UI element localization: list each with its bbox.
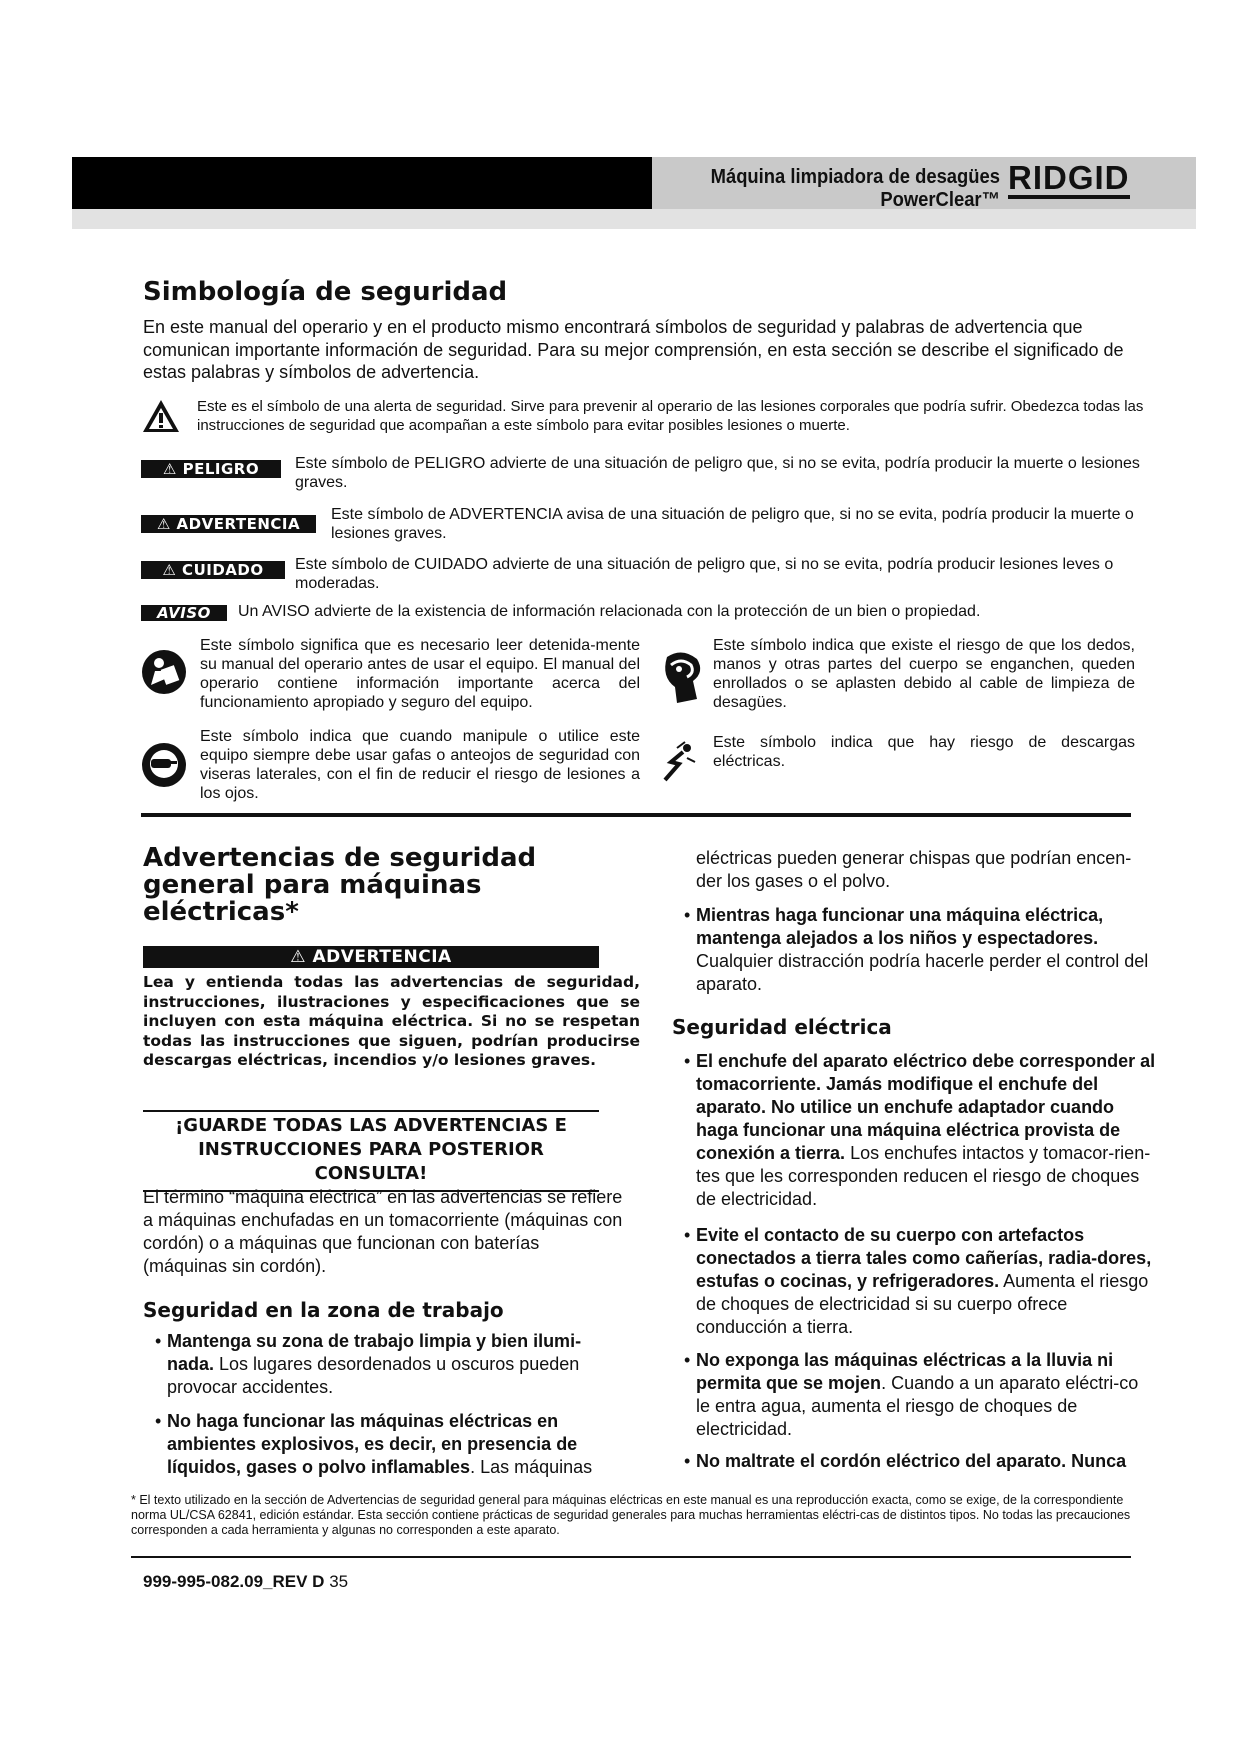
bullet-bold: El enchufe del aparato eléctrico debe corresponder al tomacorriente. Jamás modifique el enchufe del aparato. No utilice un enchufe adaptador cuando haga funcionar una máquina eléctrica provista de conexión a tierra. xyxy=(696,1051,1156,1163)
section-title-symbols: Simbología de seguridad xyxy=(143,277,508,307)
bullet-bold: No exponga las máquinas eléctricas a la lluvia ni permita que se mojen xyxy=(696,1350,1114,1393)
bullet-bold: No maltrate el cordón eléctrico del aparato. Nunca xyxy=(696,1451,1127,1471)
page-number: 35 xyxy=(329,1572,349,1591)
advertencia-label: ⚠ ADVERTENCIA xyxy=(141,515,316,533)
bullet-text: . Las máquinas xyxy=(470,1457,593,1477)
list-item: • Mientras haga funcionar una máquina eléctrica, mantenga alejados a los niños y espectadores. Cualquier distracción podría hacerle perder el control del aparato. xyxy=(684,905,1149,994)
list-item: • No exponga las máquinas eléctricas a la lluvia ni permita que se mojen. Cuando a un aparato eléctri-co le entra agua, aumenta el riesgo de choques de electricidad. xyxy=(684,1350,1139,1439)
ridgid-logo: RIDGID xyxy=(1008,163,1130,199)
general-warning-text: Lea y entienda todas las advertencias de seguridad, instrucciones, ilustraciones y especificaciones que se incluyen con esta máquina eléctrica. Si no se respetan todas las instrucciones que siguen, podrían producirse descargas eléctricas, incendios y/o lesiones graves. xyxy=(143,973,640,1069)
subsection-title-work-area: Seguridad en la zona de trabajo xyxy=(143,1298,504,1322)
cuidado-text: Este símbolo de CUIDADO advierte de una situación de peligro que, si no se evita, podría producir lesiones leves o moderadas. xyxy=(295,556,1114,592)
electric-shock-text: Este símbolo indica que hay riesgo de descargas eléctricas. xyxy=(713,734,1135,770)
entanglement-hazard-icon xyxy=(657,647,707,705)
bullet-text: Los enchufes intactos y tomacor-rien-tes que les corresponden reducen el riesgo de choques de electricidad. xyxy=(696,1143,1151,1209)
footnote: * El texto utilizado en la sección de Advertencias de seguridad general para máquinas eléctricas en este manual es una reproducción exacta, como se exige, de la correspondiente norma UL/CSA 62841, edición estándar. Esta sección contiene prácticas de seguridad generales para muchas herramientas eléctri-cas de distintos tipos. No todas las precauciones corresponden a cada herramienta y algunas no corresponden a este aparato. xyxy=(131,1493,1131,1537)
aviso-label: AVISO xyxy=(141,605,227,621)
advertencia-text: Este símbolo de ADVERTENCIA avisa de una situación de peligro que, si no se evita, podría producir la muerte o lesiones graves. xyxy=(331,506,1134,542)
read-manual-icon xyxy=(141,649,187,695)
header-title: Máquina limpiadora de desagües PowerClear™ xyxy=(710,166,1000,211)
section-title-general-warnings: Advertencias de seguridad general para máquinas eléctricas* xyxy=(143,843,537,927)
safety-glasses-icon xyxy=(141,742,187,788)
list-item: • Evite el contacto de su cuerpo con artefactos conectados a tierra tales como cañerías, radia-dores, estufas o cocinas, y refrigeradores. Aumenta el riesgo de choques de electricidad si su cuerpo ofrece conducción a tierra. xyxy=(684,1225,1152,1337)
bullet-text: Aumenta el riesgo de choques de electricidad si su cuerpo ofrece conducción a tierra. xyxy=(696,1271,1149,1337)
bullet-text: Cualquier distracción podría hacerle perder el control del aparato. xyxy=(696,951,1149,994)
read-manual-text: Este símbolo significa que es necesario leer detenida-mente su manual del operario antes de usar el equipo. El manual del operario contiene información importante acerca del funcionamiento apropiado y seguro del equipo. xyxy=(200,637,640,711)
footer-divider xyxy=(131,1556,1131,1558)
power-tool-definition: El término “máquina eléctrica” en las advertencias se refiere a máquinas enchufadas en un tomacorriente (máquinas con cordón) o a máquinas que funcionan con baterías (máquinas sin cordón). xyxy=(143,1187,623,1276)
general-advertencia-label: ⚠ ADVERTENCIA xyxy=(143,946,599,968)
bullet-bold: Mientras haga funcionar una máquina eléctrica, mantenga alejados a los niños y espectadores. xyxy=(696,905,1104,948)
page-footer xyxy=(143,1572,348,1592)
safety-alert-triangle-icon xyxy=(141,398,181,434)
safety-glasses-text: Este símbolo indica que cuando manipule o utilice este equipo siempre debe usar gafas o anteojos de seguridad con viseras laterales, con el fin de reducir el riesgo de lesiones a los ojos. xyxy=(200,728,640,802)
list-item: • No maltrate el cordón eléctrico del aparato. Nunca xyxy=(684,1451,1127,1471)
header-black-band xyxy=(72,157,652,209)
entanglement-hazard-text: Este símbolo indica que existe el riesgo de que los dedos, manos y otras partes del cuerpo se enganchen, queden enrollados o se aplasten debido al cable de limpieza de desagües. xyxy=(713,637,1135,711)
list-item: • No haga funcionar las máquinas eléctricas en ambientes explosivos, es decir, en presencia de líquidos, gases o polvo inflamables. Las máquinas xyxy=(155,1411,593,1477)
alert-symbol-text: Este es el símbolo de una alerta de seguridad. Sirve para prevenir al operario de las lesiones corporales que podría sufrir. Obedezca todas las instrucciones de seguridad que acompañan a este símbolo para evitar posibles lesiones o muerte. xyxy=(197,398,1144,434)
bullet-bold: Evite el contacto de su cuerpo con artefactos conectados a tierra tales como cañerías, radia-dores, estufas o cocinas, y refrigeradores. xyxy=(696,1225,1152,1291)
aviso-text: Un AVISO advierte de la existencia de información relacionada con la protección de un bien o propiedad. xyxy=(238,603,981,620)
header-grey-strip xyxy=(72,209,1196,229)
continued-text: eléctricas pueden generar chispas que podrían encen-der los gases o el polvo. xyxy=(696,848,1132,891)
save-instructions-notice: ¡GUARDE TODAS LAS ADVERTENCIAS E INSTRUCCIONES PARA POSTERIOR CONSULTA! xyxy=(143,1110,599,1192)
bullet-bold: Mantenga su zona de trabajo limpia y bien ilumi-nada. xyxy=(167,1331,582,1374)
doc-number: 999-995-082.09_REV D xyxy=(143,1572,325,1591)
electric-shock-icon xyxy=(657,740,697,782)
cuidado-label: ⚠ CUIDADO xyxy=(141,561,285,579)
section-divider xyxy=(141,813,1131,817)
symbols-intro: En este manual del operario y en el producto mismo encontrará símbolos de seguridad y palabras de advertencia que comunican importante información de seguridad. Para su mejor comprensión, en esta sección se describe el significado de estas palabras y símbolos de advertencia. xyxy=(143,317,1124,382)
peligro-text: Este símbolo de PELIGRO advierte de una situación de peligro que, si no se evita, podría producir la muerte o lesiones graves. xyxy=(295,455,1140,491)
bullet-bold: No haga funcionar las máquinas eléctricas en ambientes explosivos, es decir, en presencia de líquidos, gases o polvo inflamables xyxy=(167,1411,578,1477)
bullet-text: Los lugares desordenados u oscuros pueden provocar accidentes. xyxy=(167,1354,580,1397)
bullet-text: . Cuando a un aparato eléctri-co le entra agua, aumenta el riesgo de choques de electricidad. xyxy=(696,1373,1139,1439)
subsection-title-electrical-safety: Seguridad eléctrica xyxy=(672,1015,892,1039)
list-item: • Mantenga su zona de trabajo limpia y bien ilumi-nada. Los lugares desordenados u oscuros pueden provocar accidentes. xyxy=(155,1331,582,1397)
list-item: • El enchufe del aparato eléctrico debe corresponder al tomacorriente. Jamás modifique el enchufe del aparato. No utilice un enchufe adaptador cuando haga funcionar una máquina eléctrica provista de conexión a tierra. Los enchufes intactos y tomacor-rien-tes que les corresponden reducen el riesgo de choques de electricidad. xyxy=(684,1051,1156,1209)
peligro-label: ⚠ PELIGRO xyxy=(141,460,281,478)
